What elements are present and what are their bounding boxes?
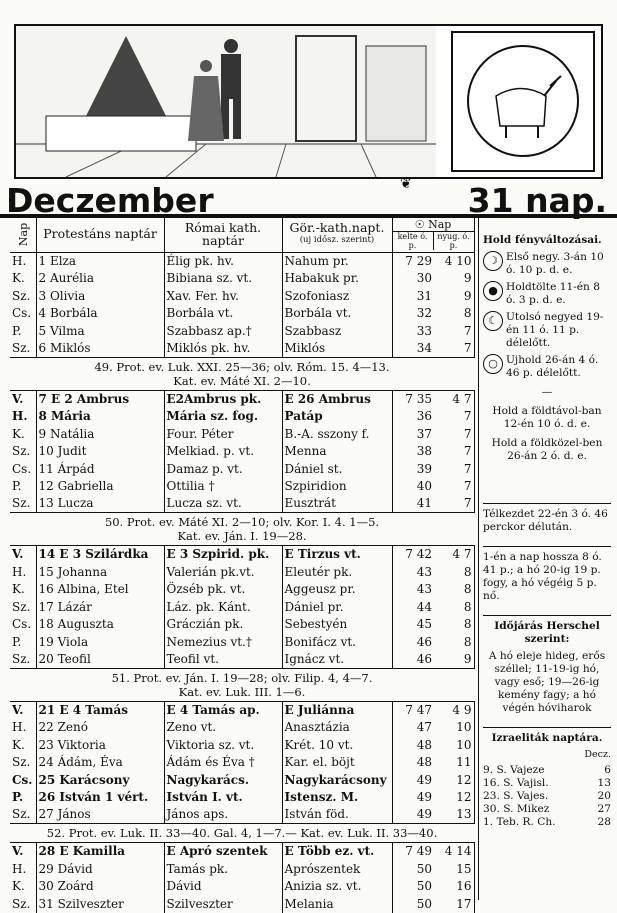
sunrise-cell: 50 xyxy=(416,861,432,876)
sunset-cell: 9 xyxy=(434,270,474,288)
sunset-cell: 16 xyxy=(434,878,474,896)
moon-phase-icon: ○ xyxy=(483,354,503,374)
sunrise-cell: 43 xyxy=(416,582,432,597)
day-row xyxy=(10,287,474,305)
jewish-date-day: 20 xyxy=(597,790,611,802)
weekday-cell: V. xyxy=(10,546,36,564)
gospel-note-line: 49. Prot. ev. Luk. XXI. 25—36; olv. Róm. 15. 4—13. xyxy=(94,359,390,374)
month-title: Deczember xyxy=(6,181,214,220)
column-header-nap: Nap xyxy=(10,216,36,252)
day-row xyxy=(10,736,474,754)
moon-phase-icon: ● xyxy=(483,281,503,301)
moon-phase-text: Ujhold 26-án 4 ó. 46 p. délelőtt. xyxy=(506,354,599,379)
day-row xyxy=(10,322,474,340)
weekday-cell: H. xyxy=(10,563,36,581)
weekday-cell: V. xyxy=(10,701,36,719)
divider: — xyxy=(541,386,553,398)
sunset-cell: 12 xyxy=(434,789,474,807)
roman-cell: Valerián pk.vt. xyxy=(164,563,282,581)
weekday-cell: H. xyxy=(10,408,36,426)
sunset-cell: 7 xyxy=(434,495,474,513)
month-day-count: 31 nap. xyxy=(467,181,607,220)
greek-cell: E 26 Ambrus xyxy=(282,390,392,408)
sunrise-cell: 34 xyxy=(416,340,432,355)
day-row xyxy=(10,546,474,564)
day-row xyxy=(10,495,474,513)
sunrise-cell: 44 xyxy=(416,599,432,614)
day-row xyxy=(10,270,474,288)
gospel-note-row xyxy=(10,357,474,390)
roman-cell: Dávid xyxy=(164,878,282,896)
greek-cell: Patáp xyxy=(282,408,392,426)
greek-cell: Krét. 10 vt. xyxy=(282,736,392,754)
roman-cell: Özséb pk. vt. xyxy=(164,581,282,599)
perigee-text: Hold a földközel-ben 26-án 2 ó. d. e. xyxy=(491,437,603,462)
sunset-cell: 7 xyxy=(434,340,474,358)
greek-cell: Nagykarácsony xyxy=(282,771,392,789)
header-flourish: ❦ xyxy=(400,176,412,192)
day-row xyxy=(10,340,474,358)
jewish-date-label: 9. S. Vajeze xyxy=(483,764,545,776)
greek-cell: E Tirzus vt. xyxy=(282,546,392,564)
moon-phase-item xyxy=(483,251,611,277)
greek-cell: Aggeusz pr. xyxy=(282,581,392,599)
weekday-cell: K. xyxy=(10,581,36,599)
side-panel xyxy=(478,216,611,900)
protestant-cell: 26 István 1 vért. xyxy=(36,789,164,807)
sunrise-cell: 33 xyxy=(416,323,432,338)
greek-cell: Miklós xyxy=(282,340,392,358)
sunset-cell: 9 xyxy=(434,651,474,669)
sunrise-cell: 7 49 xyxy=(405,844,432,859)
calendar-table xyxy=(10,216,475,913)
protestant-cell: 22 Zenó xyxy=(36,719,164,737)
protestant-cell: 15 Johanna xyxy=(36,563,164,581)
roman-cell: Four. Péter xyxy=(164,425,282,443)
jewish-calendar-row xyxy=(483,764,611,777)
sunset-cell: 4 9 xyxy=(434,701,474,719)
day-row xyxy=(10,408,474,426)
sunset-cell: 4 10 xyxy=(434,252,474,270)
roman-cell: Élig pk. hv. xyxy=(164,252,282,270)
weekday-cell: Cs. xyxy=(10,305,36,323)
roman-cell: Nagykarács. xyxy=(164,771,282,789)
roman-cell: Lucza sz. vt. xyxy=(164,495,282,513)
day-row xyxy=(10,252,474,270)
roman-cell: Nemezius vt.† xyxy=(164,633,282,651)
sunset-cell: 4 7 xyxy=(434,546,474,564)
gospel-note xyxy=(10,513,474,546)
moon-phase-icon: ☾ xyxy=(483,311,503,331)
sunrise-cell: 36 xyxy=(416,409,432,424)
sunset-cell: 15 xyxy=(434,860,474,878)
roman-cell: Teofil vt. xyxy=(164,651,282,669)
roman-cell: Xav. Fer. hv. xyxy=(164,287,282,305)
protestant-cell: 27 János xyxy=(36,806,164,824)
jewish-date-label: 16. S. Vajisl. xyxy=(483,777,549,789)
greek-cell: Anasztázia xyxy=(282,719,392,737)
sunset-cell: 10 xyxy=(434,736,474,754)
greek-cell: Habakuk pr. xyxy=(282,270,392,288)
roman-cell: Melkiad. p. vt. xyxy=(164,443,282,461)
day-row xyxy=(10,390,474,408)
day-row xyxy=(10,581,474,599)
header-illustration xyxy=(14,24,603,179)
weather-title: Időjárás Herschel szerint: xyxy=(494,620,600,645)
apogee-text: Hold a földtávol-ban 12-én 10 ó. d. e. xyxy=(492,405,602,430)
protestant-cell: 13 Lucza xyxy=(36,495,164,513)
day-row xyxy=(10,616,474,634)
gospel-note-line: 51. Prot. ev. Ján. I. 19—28; olv. Filip. 4, 4—7. xyxy=(111,670,373,685)
day-row xyxy=(10,701,474,719)
jewish-calendar-row xyxy=(483,777,611,790)
sunrise-cell: 43 xyxy=(416,564,432,579)
jewish-calendar-row xyxy=(483,816,611,829)
sunrise-cell: 7 47 xyxy=(405,702,432,717)
protestant-cell: 30 Zoárd xyxy=(36,878,164,896)
roman-cell: E 4 Tamás ap. xyxy=(164,701,282,719)
protestant-cell: 29 Dávid xyxy=(36,860,164,878)
weekday-cell: Cs. xyxy=(10,460,36,478)
weekday-cell: H. xyxy=(10,860,36,878)
jewish-calendar-row xyxy=(483,790,611,803)
christmas-scene-illustration xyxy=(16,26,601,177)
sunset-cell: 8 xyxy=(434,305,474,323)
gospel-note xyxy=(10,357,474,390)
day-row xyxy=(10,719,474,737)
day-row xyxy=(10,860,474,878)
sunrise-cell: 46 xyxy=(416,651,432,666)
greek-cell: Szofoniasz xyxy=(282,287,392,305)
gospel-note-line: Kat. ev. Luk. III. 1—6. xyxy=(178,684,306,699)
weather-text: A hó eleje hideg, erős széllel; 11-19-ig hó, vagy eső; 19—26-ig kemény fagy; a hó végén hóviharok xyxy=(488,650,606,714)
gospel-note-row xyxy=(10,824,474,843)
weekday-cell: Sz. xyxy=(10,806,36,824)
day-row xyxy=(10,754,474,772)
moon-phases-list xyxy=(483,251,611,380)
gospel-note xyxy=(10,824,474,843)
protestant-cell: 19 Viola xyxy=(36,633,164,651)
sunset-cell: 4 7 xyxy=(434,390,474,408)
roman-cell: Szabbasz ap.† xyxy=(164,322,282,340)
day-length-text: 1-én a nap hossza 8 ó. 41 p.; a hó 20-ig 19 p. fogy, a hó végéig 5 p. nő. xyxy=(483,551,602,602)
greek-cell: Anizia sz. vt. xyxy=(282,878,392,896)
winter-start-text: Télkezdet 22-én 3 ó. 46 perckor délután. xyxy=(483,508,608,533)
sunset-cell: 7 xyxy=(434,460,474,478)
moon-phase-item xyxy=(483,354,611,380)
sunset-cell: 7 xyxy=(434,478,474,496)
jewish-date-label: 23. S. Vajes. xyxy=(483,790,549,802)
greek-cell: Eleutér pk. xyxy=(282,563,392,581)
sunrise-cell: 7 35 xyxy=(405,391,432,406)
gospel-note xyxy=(10,668,474,701)
sunrise-cell: 45 xyxy=(416,617,432,632)
protestant-cell: 3 Olivia xyxy=(36,287,164,305)
sunset-cell: 7 xyxy=(434,443,474,461)
protestant-cell: 8 Mária xyxy=(36,408,164,426)
weekday-cell: Sz. xyxy=(10,443,36,461)
greek-cell: Eusztrát xyxy=(282,495,392,513)
sunrise-cell: 37 xyxy=(416,426,432,441)
roman-cell: E2Ambrus pk. xyxy=(164,390,282,408)
protestant-cell: 4 Borbála xyxy=(36,305,164,323)
day-row xyxy=(10,878,474,896)
sunrise-cell: 39 xyxy=(416,461,432,476)
gospel-note-line: Kat. ev. Máté XI. 2—10. xyxy=(173,373,311,388)
roman-cell: Ottilia † xyxy=(164,478,282,496)
greek-cell: Aprószentek xyxy=(282,860,392,878)
column-header-protestant: Protestáns naptár xyxy=(36,216,164,252)
sunset-cell: 8 xyxy=(434,616,474,634)
weekday-cell: H. xyxy=(10,719,36,737)
jewish-calendar-title: Izraeliták naptára. xyxy=(491,732,603,744)
day-row xyxy=(10,651,474,669)
weekday-cell: Sz. xyxy=(10,495,36,513)
sunset-cell: 8 xyxy=(434,581,474,599)
moon-phase-text: Első negy. 3-án 10 ó. 10 p. d. e. xyxy=(506,251,604,276)
gospel-note-row xyxy=(10,513,474,546)
roman-cell: Láz. pk. Kánt. xyxy=(164,598,282,616)
greek-cell: Melania xyxy=(282,895,392,913)
jewish-date-label: 1. Teb. R. Ch. xyxy=(483,816,556,828)
jewish-calendar-row xyxy=(483,803,611,816)
jewish-calendar-month: Decz. xyxy=(584,749,611,760)
roman-cell: Borbála vt. xyxy=(164,305,282,323)
protestant-cell: 25 Karácsony xyxy=(36,771,164,789)
jewish-date-label: 30. S. Mikez xyxy=(483,803,550,815)
sunset-cell: 9 xyxy=(434,287,474,305)
sunset-cell: 7 xyxy=(434,408,474,426)
roman-cell: Tamás pk. xyxy=(164,860,282,878)
moon-phase-item xyxy=(483,311,611,350)
sunset-cell: 13 xyxy=(434,806,474,824)
protestant-cell: 11 Árpád xyxy=(36,460,164,478)
weekday-cell: Cs. xyxy=(10,616,36,634)
weekday-cell: V. xyxy=(10,843,36,861)
greek-cell: E Juliánna xyxy=(282,701,392,719)
weekday-cell: P. xyxy=(10,633,36,651)
jewish-date-day: 6 xyxy=(604,764,611,776)
weekday-cell: K. xyxy=(10,736,36,754)
moon-phase-item xyxy=(483,281,611,307)
sunrise-cell: 7 29 xyxy=(405,253,432,268)
sunset-cell: 7 xyxy=(434,425,474,443)
sunrise-cell: 31 xyxy=(416,288,432,303)
roman-cell: E Apró szentek xyxy=(164,843,282,861)
greek-cell: Menna xyxy=(282,443,392,461)
column-header-sun: ☉ Nap kelte ó. p. nyug. ó. p. xyxy=(392,216,474,252)
sunrise-cell: 41 xyxy=(416,496,432,511)
sunset-cell: 8 xyxy=(434,633,474,651)
sunrise-cell: 47 xyxy=(416,720,432,735)
sunrise-cell: 32 xyxy=(416,306,432,321)
day-row xyxy=(10,443,474,461)
greek-cell: Szabbasz xyxy=(282,322,392,340)
gospel-note-line: Kat. ev. Ján. I. 19—28. xyxy=(177,529,307,543)
sunrise-cell: 7 42 xyxy=(405,547,432,562)
greek-cell: Nahum pr. xyxy=(282,252,392,270)
protestant-cell: 14 E 3 Szilárdka xyxy=(36,546,164,564)
jewish-date-day: 27 xyxy=(597,803,611,815)
protestant-cell: 20 Teofil xyxy=(36,651,164,669)
day-row xyxy=(10,460,474,478)
sunrise-cell: 46 xyxy=(416,634,432,649)
roman-cell: Viktoria sz. vt. xyxy=(164,736,282,754)
sunset-cell: 8 xyxy=(434,563,474,581)
day-row xyxy=(10,895,474,913)
sunrise-cell: 50 xyxy=(416,879,432,894)
protestant-cell: 16 Albina, Etel xyxy=(36,581,164,599)
column-header-roman: Római kath. naptár xyxy=(164,216,282,252)
weekday-cell: Sz. xyxy=(10,287,36,305)
sunset-cell: 17 xyxy=(434,895,474,913)
protestant-cell: 21 E 4 Tamás xyxy=(36,701,164,719)
greek-cell: B.-A. sszony f. xyxy=(282,425,392,443)
sunrise-cell: 30 xyxy=(416,271,432,286)
day-row xyxy=(10,771,474,789)
sunrise-cell: 38 xyxy=(416,444,432,459)
protestant-cell: 1 Elza xyxy=(36,252,164,270)
greek-cell: Borbála vt. xyxy=(282,305,392,323)
weekday-cell: Sz. xyxy=(10,598,36,616)
protestant-cell: 2 Aurélia xyxy=(36,270,164,288)
weekday-cell: Sz. xyxy=(10,340,36,358)
sunset-cell: 8 xyxy=(434,598,474,616)
weekday-cell: H. xyxy=(10,252,36,270)
day-row xyxy=(10,305,474,323)
greek-cell: Kar. el. böjt xyxy=(282,754,392,772)
weekday-cell: P. xyxy=(10,478,36,496)
sunrise-cell: 50 xyxy=(416,896,432,911)
day-row xyxy=(10,425,474,443)
weekday-cell: K. xyxy=(10,425,36,443)
sunrise-cell: 49 xyxy=(416,772,432,787)
greek-cell: E Több ez. vt. xyxy=(282,843,392,861)
protestant-cell: 5 Vilma xyxy=(36,322,164,340)
protestant-cell: 6 Miklós xyxy=(36,340,164,358)
roman-cell: Ádám és Éva † xyxy=(164,754,282,772)
weekday-cell: Sz. xyxy=(10,754,36,772)
jewish-date-day: 28 xyxy=(597,816,611,828)
weekday-cell: K. xyxy=(10,878,36,896)
roman-cell: Damaz p. vt. xyxy=(164,460,282,478)
roman-cell: Zeno vt. xyxy=(164,719,282,737)
greek-cell: Szpiridion xyxy=(282,478,392,496)
sunrise-cell: 49 xyxy=(416,807,432,822)
gospel-note-row xyxy=(10,668,474,701)
sunset-cell: 12 xyxy=(434,771,474,789)
weekday-cell: Sz. xyxy=(10,651,36,669)
weekday-cell: Sz. xyxy=(10,895,36,913)
weekday-cell: Cs. xyxy=(10,771,36,789)
protestant-cell: 12 Gabriella xyxy=(36,478,164,496)
greek-cell: Ignácz vt. xyxy=(282,651,392,669)
protestant-cell: 18 Auguszta xyxy=(36,616,164,634)
calendar-table-container xyxy=(10,216,474,913)
column-header-greek: Gör.-kath.napt. (uj idősz. szerint) xyxy=(282,216,392,252)
sunrise-cell: 49 xyxy=(416,790,432,805)
sunset-cell: 10 xyxy=(434,719,474,737)
moon-phase-text: Utolsó negyed 19-én 11 ó. 11 p. délelőtt. xyxy=(506,311,604,349)
roman-cell: István I. vt. xyxy=(164,789,282,807)
roman-cell: E 3 Szpirid. pk. xyxy=(164,546,282,564)
roman-cell: Gráczián pk. xyxy=(164,616,282,634)
sunset-cell: 7 xyxy=(434,322,474,340)
roman-cell: Mária sz. fog. xyxy=(164,408,282,426)
roman-cell: János aps. xyxy=(164,806,282,824)
day-row xyxy=(10,843,474,861)
moon-phase-text: Holdtölte 11-én 8 ó. 3 p. d. e. xyxy=(506,281,600,306)
protestant-cell: 9 Natália xyxy=(36,425,164,443)
protestant-cell: 31 Szilveszter xyxy=(36,895,164,913)
weekday-cell: V. xyxy=(10,390,36,408)
protestant-cell: 24 Ádám, Éva xyxy=(36,754,164,772)
greek-cell: Bonifácz vt. xyxy=(282,633,392,651)
moon-phase-icon: ☽ xyxy=(483,251,503,271)
roman-cell: Szilveszter xyxy=(164,895,282,913)
sunset-cell: 4 14 xyxy=(434,843,474,861)
protestant-cell: 28 E Kamilla xyxy=(36,843,164,861)
moon-phases-title: Hold fényváltozásai. xyxy=(483,234,602,246)
sunrise-cell: 48 xyxy=(416,737,432,752)
greek-cell: Dániel pr. xyxy=(282,598,392,616)
day-row xyxy=(10,633,474,651)
day-row xyxy=(10,806,474,824)
day-row xyxy=(10,478,474,496)
weekday-cell: P. xyxy=(10,322,36,340)
sunrise-cell: 48 xyxy=(416,755,432,770)
gospel-note-line: 50. Prot. ev. Máté XI. 2—10; olv. Kor. I. 4. 1—5. xyxy=(104,515,380,529)
protestant-cell: 23 Viktoria xyxy=(36,736,164,754)
day-row xyxy=(10,789,474,807)
jewish-date-day: 13 xyxy=(597,777,611,789)
greek-cell: István föd. xyxy=(282,806,392,824)
protestant-cell: 7 E 2 Ambrus xyxy=(36,390,164,408)
protestant-cell: 17 Lázár xyxy=(36,598,164,616)
sunrise-cell: 40 xyxy=(416,479,432,494)
day-row xyxy=(10,563,474,581)
weekday-cell: K. xyxy=(10,270,36,288)
weekday-cell: P. xyxy=(10,789,36,807)
sunset-cell: 11 xyxy=(434,754,474,772)
roman-cell: Bibiana sz. vt. xyxy=(164,270,282,288)
protestant-cell: 10 Judit xyxy=(36,443,164,461)
greek-cell: Istensz. M. xyxy=(282,789,392,807)
jewish-calendar-table xyxy=(483,764,611,829)
roman-cell: Miklós pk. hv. xyxy=(164,340,282,358)
day-row xyxy=(10,598,474,616)
gospel-note-line: 52. Prot. ev. Luk. II. 33—40. Gal. 4, 1—7.— Kat. ev. Luk. II. 33—40. xyxy=(46,826,438,840)
greek-cell: Dániel st. xyxy=(282,460,392,478)
greek-cell: Sebestyén xyxy=(282,616,392,634)
